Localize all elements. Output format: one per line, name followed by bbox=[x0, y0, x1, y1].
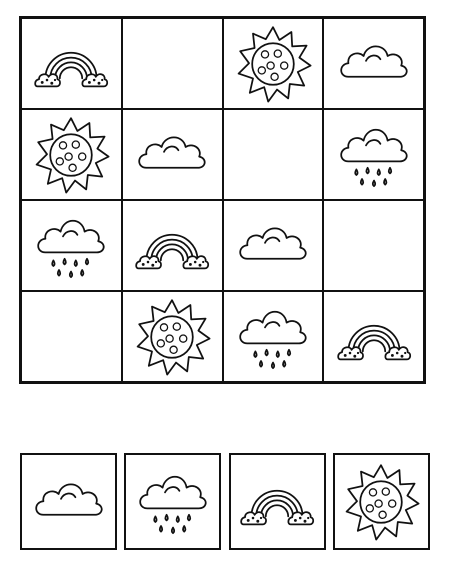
answer-pieces-strip bbox=[20, 453, 430, 550]
answer-piece[interactable] bbox=[229, 453, 326, 550]
cloud-icon bbox=[230, 206, 316, 286]
grid-cell-empty[interactable] bbox=[21, 291, 122, 382]
cloud-icon bbox=[331, 24, 417, 104]
puzzle-grid bbox=[19, 16, 426, 384]
grid-cell[interactable] bbox=[323, 109, 424, 200]
grid-cell[interactable] bbox=[323, 291, 424, 382]
rainbow-icon bbox=[28, 24, 114, 104]
grid-cell[interactable] bbox=[21, 18, 122, 109]
sun-icon bbox=[230, 24, 316, 104]
grid-cell[interactable] bbox=[223, 291, 324, 382]
rain-cloud-icon bbox=[230, 297, 316, 377]
cloud-icon bbox=[129, 115, 215, 195]
grid-cell[interactable] bbox=[21, 200, 122, 291]
cloud-icon bbox=[26, 462, 112, 542]
answer-piece[interactable] bbox=[20, 453, 117, 550]
grid-cell[interactable] bbox=[122, 291, 223, 382]
sun-icon bbox=[338, 462, 424, 542]
grid-cell[interactable] bbox=[122, 200, 223, 291]
grid-cell-empty[interactable] bbox=[223, 109, 324, 200]
rainbow-icon bbox=[234, 462, 320, 542]
grid-cell[interactable] bbox=[323, 18, 424, 109]
rainbow-icon bbox=[331, 297, 417, 377]
grid-cell-empty[interactable] bbox=[323, 200, 424, 291]
answer-piece[interactable] bbox=[124, 453, 221, 550]
grid-cell[interactable] bbox=[223, 18, 324, 109]
grid-cell[interactable] bbox=[223, 200, 324, 291]
rain-cloud-icon bbox=[130, 462, 216, 542]
rain-cloud-icon bbox=[28, 206, 114, 286]
grid-cell[interactable] bbox=[122, 109, 223, 200]
sun-icon bbox=[28, 115, 114, 195]
sun-icon bbox=[129, 297, 215, 377]
answer-piece[interactable] bbox=[333, 453, 430, 550]
grid-cell[interactable] bbox=[21, 109, 122, 200]
grid-cell-empty[interactable] bbox=[122, 18, 223, 109]
rain-cloud-icon bbox=[331, 115, 417, 195]
rainbow-icon bbox=[129, 206, 215, 286]
